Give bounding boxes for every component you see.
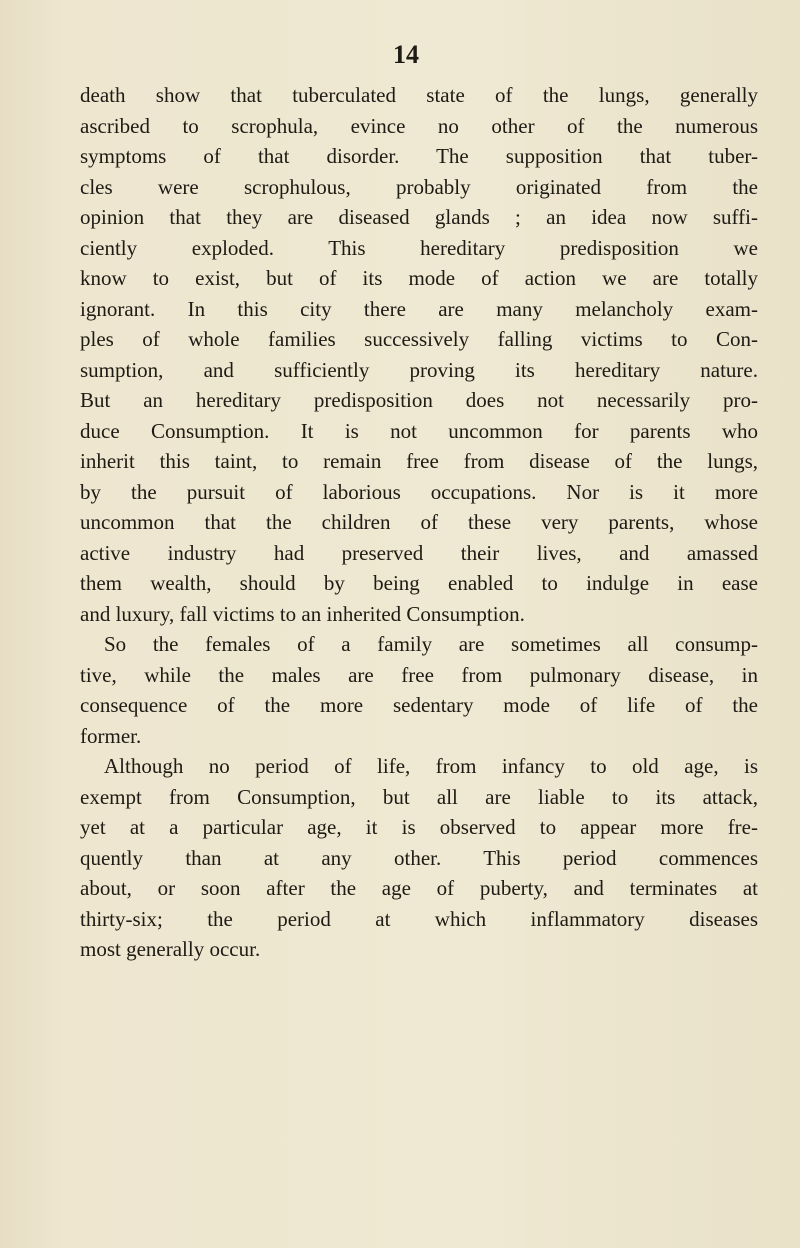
text-line: thirty-six; the period at which inflammatory diseases — [80, 906, 758, 931]
text-line: ascribed to scrophula, evince no other of the numerous — [80, 113, 758, 138]
paragraph-3 — [80, 751, 758, 965]
text-line: know to exist, but of its mode of action we are totally — [80, 266, 758, 290]
text-line: opinion that they are diseased glands ; an idea now suffi- — [80, 205, 758, 229]
text-line: uncommon that the children of these very parents, whose — [80, 510, 758, 534]
text-line: about, or soon after the age of puberty, and terminates at — [80, 876, 758, 900]
text-line: sumption, and sufficiently proving its hereditary nature. — [80, 357, 758, 382]
text-line: active industry had preserved their lives, and amassed — [80, 540, 758, 565]
text-line: ignorant. In this city there are many melancholy exam- — [80, 296, 758, 321]
text-line: exempt from Consumption, but all are liable to its attack, — [80, 784, 758, 809]
text-line: inherit this taint, to remain free from disease of the lungs, — [80, 449, 758, 473]
body-text — [80, 80, 758, 965]
text-line: them wealth, should by being enabled to indulge in ease — [80, 571, 758, 595]
text-line: ciently exploded. This hereditary predisposition we — [80, 235, 758, 260]
text-line: yet at a particular age, it is observed to appear more fre- — [80, 815, 758, 839]
text-line: Although no period of life, from infancy to old age, is — [104, 754, 758, 778]
text-line: ples of whole families successively falling victims to Con- — [80, 327, 758, 351]
text-line: duce Consumption. It is not uncommon for parents who — [80, 418, 758, 443]
text-line: So the females of a family are sometimes all consump- — [104, 632, 758, 656]
text-line: tive, while the males are free from pulmonary disease, in — [80, 662, 758, 687]
text-line: death show that tuberculated state of the lungs, generally — [80, 83, 758, 107]
page-number: 14 — [393, 40, 419, 69]
text-line: and luxury, fall victims to an inherited Consumption. — [80, 601, 525, 626]
text-line: former. — [80, 723, 142, 748]
text-line: by the pursuit of laborious occupations. Nor is it more — [80, 479, 758, 504]
text-line: consequence of the more sedentary mode of life of the — [80, 693, 758, 717]
text-line: cles were scrophulous, probably originated from the — [80, 174, 758, 199]
text-line: quently than at any other. This period commences — [80, 845, 758, 870]
text-line: most generally occur. — [80, 937, 261, 961]
paragraph-1 — [80, 80, 758, 629]
text-line: But an hereditary predisposition does not necessarily pro- — [80, 388, 758, 412]
paragraph-2 — [80, 629, 758, 751]
text-line: symptoms of that disorder. The supposition that tuber- — [80, 144, 758, 168]
